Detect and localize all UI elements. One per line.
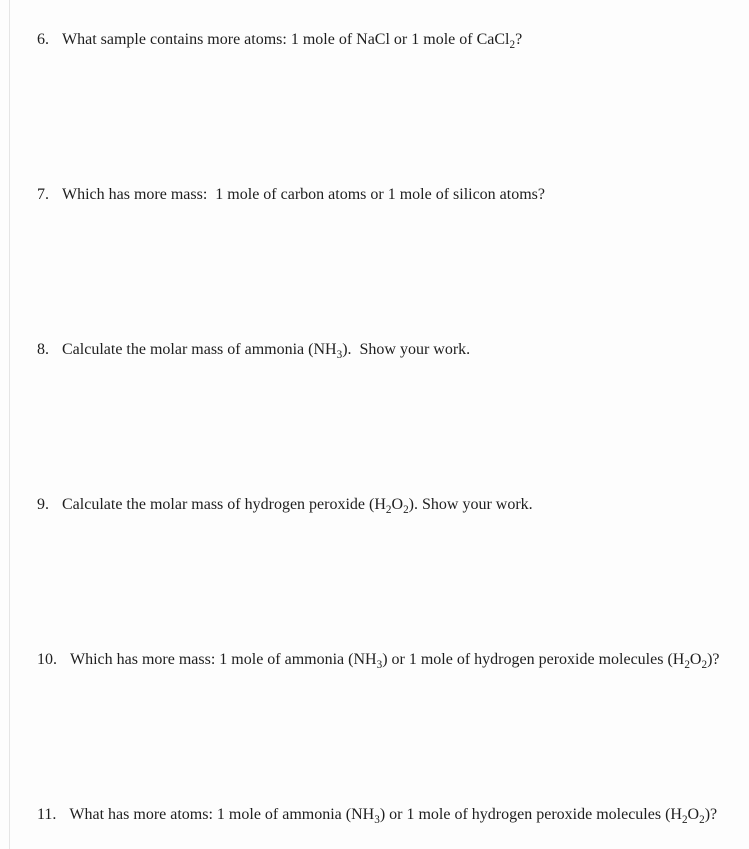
question-text: What sample contains more atoms: 1 mole of NaCl or 1 mole of CaCl$_2$? [62, 31, 523, 52]
question-number: 8. [37, 341, 49, 358]
question-text: Calculate the molar mass of ammonia $(NH_3)$. Show your work. [62, 341, 471, 362]
question-text: Which has more mass: 1 mole of carbon atoms or 1 mole of silicon atoms? [62, 186, 545, 203]
question-7 [37, 184, 747, 339]
question-list [37, 29, 747, 849]
question-text: Calculate the molar mass of hydrogen peroxide $(H_2O_2)$. Show your work. [62, 496, 533, 517]
question-11 [37, 804, 747, 849]
question-6 [37, 29, 747, 184]
question-8 [37, 339, 747, 494]
question-number: 9. [37, 496, 49, 513]
question-text: What has more atoms: 1 mole of ammonia $(NH_3)$ or 1 mole of hydrogen peroxide molecules $(H_2O_2)$? [69, 806, 718, 827]
page-edge-scan-line [9, 0, 10, 849]
question-number: 6. [37, 31, 49, 48]
question-9 [37, 494, 747, 649]
question-number: 10. [37, 651, 57, 668]
question-10 [37, 649, 747, 804]
question-text: Which has more mass: 1 mole of ammonia $(NH_3)$ or 1 mole of hydrogen peroxide molecules $(H_2O_2)$? [70, 651, 720, 672]
question-number: 11. [37, 806, 57, 823]
question-number: 7. [37, 186, 49, 203]
